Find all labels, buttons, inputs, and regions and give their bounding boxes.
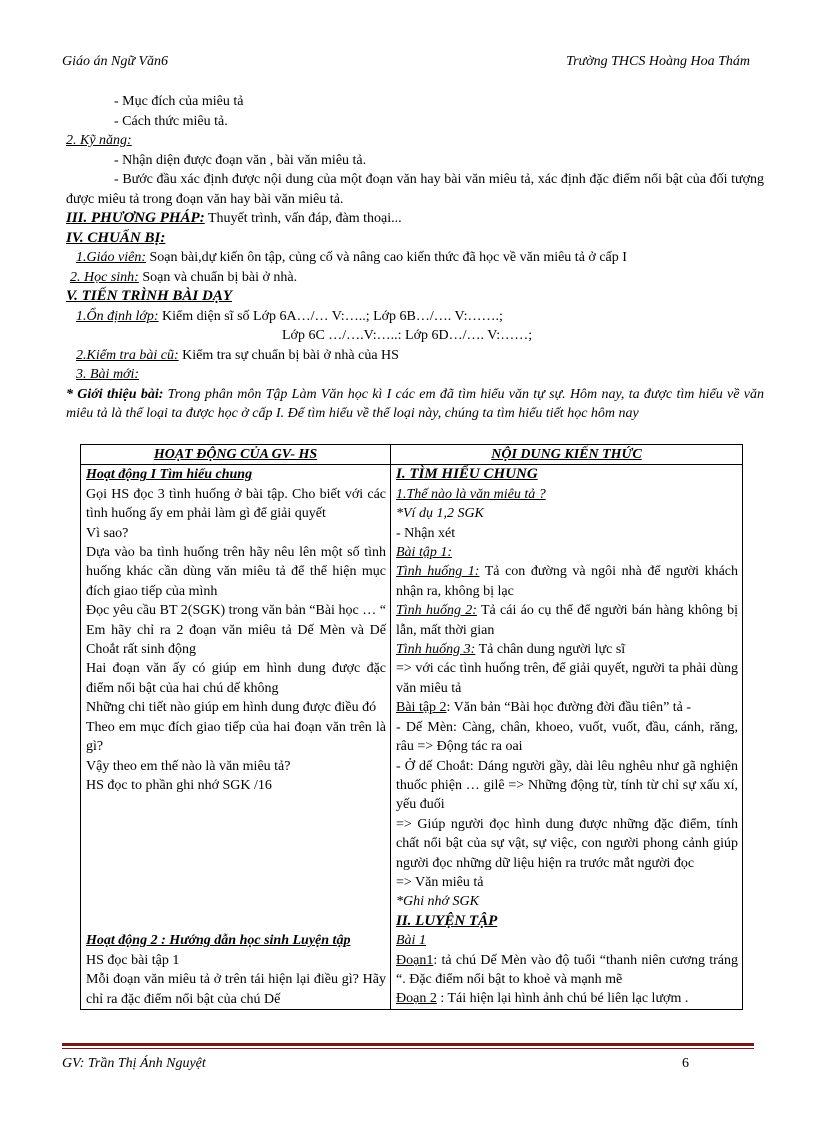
- list-item: Vì sao?: [86, 525, 129, 541]
- table-row: [81, 465, 743, 1010]
- conclusion-2: => Giúp người đọc hình dung được những đặc điểm, tính chất nổi bật của sự vật, sự việc, con người phong cảnh giúp người đọc những dữ liệu hiện ra trước mắt người đọc: [396, 816, 738, 871]
- list-item: HS đọc to phần ghi nhớ SGK /16: [86, 777, 272, 793]
- skill-2: - Bước đầu xác định được nội dung của một đoạn văn hay bài văn miêu tả, xác định đặc điểm nổi bật của đối tượng được miêu tả trong đoạn văn hay bài văn miêu tả.: [66, 172, 764, 207]
- remember-note: *Ghi nhớ SGK: [396, 894, 479, 910]
- objective-purpose: - Mục đích của miêu tả: [114, 94, 244, 109]
- de-men-description: - Dế Mèn: Càng, chân, khoeo, vuốt, vuốt, đầu, cánh, răng, râu => Động tác ra oai: [396, 719, 738, 755]
- method-line: III. PHƯƠNG PHÁP: Thuyết trình, vấn đáp, đàm thoại...: [66, 210, 402, 226]
- activity-2-title: Hoạt động 2 : Hướng dẫn học sinh Luyện tập: [86, 933, 351, 949]
- col-content-header: NỘI DUNG KIẾN THỨC: [391, 445, 743, 465]
- check-line: 2.Kiểm tra bài cũ: Kiểm tra sự chuẩn bị bài ở nhà của HS: [76, 347, 399, 363]
- document-body: [66, 92, 764, 424]
- prep-heading: IV. CHUẨN BỊ:: [66, 229, 166, 246]
- process-heading: V. TIẾN TRÌNH BÀI DẠY: [66, 288, 233, 304]
- lesson-intro: * Giới thiệu bài: Trong phân môn Tập Làm Văn học kì I các em đã tìm hiểu văn tự sự. Hôm nay, ta được tìm hiểu về văn miêu tả là thể loại ta được học ở cấp I. Để tìm hiểu về thể loại này, chúng ta tìm hiểu tiết học hôm nay: [66, 386, 764, 421]
- list-item: Gọi HS đọc 3 tình huống ở bài tập. Cho biết với các tình huống ấy em phải làm gì để giải quyết: [86, 486, 386, 522]
- activity-1-title: Hoạt động I Tìm hiểu chung: [86, 467, 253, 483]
- conclusion-3: => Văn miêu tả: [396, 874, 484, 890]
- list-item: Vậy theo em thế nào là văn miêu tả?: [86, 758, 291, 774]
- footer-author: GV: Trần Thị Ánh Nguyệt: [62, 1056, 206, 1071]
- header-right: Trường THCS Hoàng Hoa Thám: [566, 54, 750, 69]
- new-lesson-label: 3. Bài mới:: [76, 367, 140, 382]
- prep-teacher: 1.Giáo viên: Soạn bài,dự kiến ôn tập, củng cố và nâng cao kiến thức đã học về văn miêu tả ở cấp I: [76, 250, 627, 265]
- list-item: Dựa vào ba tình huống trên hãy nêu lên một số tình huống khác cần dùng văn miêu tả để thể hiện mục đích giao tiếp của mình: [86, 545, 386, 599]
- list-item: Theo em mục đích giao tiếp của hai đoạn văn trên là gì?: [86, 719, 386, 755]
- example-ref: *Ví dụ 1,2 SGK: [396, 506, 484, 522]
- objective-method: - Cách thức miêu tả.: [114, 113, 228, 129]
- observation-label: - Nhận xét: [396, 525, 456, 541]
- list-item: Những chi tiết nào giúp em hình dung được điều đó: [86, 700, 377, 716]
- list-item: Đọc yêu cầu BT 2(SGK) trong văn bản “Bài học … “ Em hãy chỉ ra 2 đoạn văn miêu tả Dế Mèn và Dế Choắt rất sinh động: [86, 603, 386, 658]
- order-line: 1.Ổn định lớp: Kiểm diện sĩ số Lớp 6A…/… V:…..; Lớp 6B…/…. V:…….;: [76, 308, 503, 324]
- prep-student: 2. Học sinh: Soạn và chuẩn bị bài ở nhà.: [70, 269, 298, 285]
- de-choat-description: - Ở dế Choắt: Dáng người gầy, dài lêu nghêu như gã nghiện thuốc phiện … gilê => Những động từ, tính từ chỉ sự xấu xí, yếu đuối: [396, 758, 738, 813]
- col-activity-header: HOẠT ĐỘNG CỦA GV- HS: [81, 445, 391, 465]
- list-item: Hai đoạn văn ấy có giúp em hình dung được đặc điểm nổi bật của hai chú dế không: [86, 661, 386, 696]
- footer-rule-thin: [62, 1048, 754, 1049]
- situation-2: Tình huống 2: Tả cái áo cụ thể để người bán hàng không bị lẫn, mất thời gian: [396, 603, 738, 638]
- list-item: Mỗi đoạn văn miêu tả ở trên tái hiện lại điều gì? Hãy chỉ ra đặc điểm nổi bật của chú Dế: [86, 972, 386, 1007]
- table-header-row: [81, 445, 743, 465]
- passage-1: Đoạn1: tả chú Dế Mèn vào độ tuổi “thanh niên cương tráng “. Đặc điểm nổi bật to khoẻ và mạnh mẽ: [396, 952, 738, 987]
- skill-1: - Nhận diện được đoạn văn , bài văn miêu tả.: [114, 152, 367, 168]
- header-left: Giáo án Ngữ Văn6: [62, 54, 169, 69]
- section-1-heading: I. TÌM HIỂU CHUNG: [396, 466, 538, 483]
- footer-rule-thick: [62, 1043, 754, 1046]
- exercise-label: Bài 1: [396, 933, 426, 949]
- page-number: 6: [682, 1056, 689, 1071]
- question-1: 1.Thế nào là văn miêu tả ?: [396, 486, 546, 502]
- activity-cell: [81, 465, 391, 1010]
- situation-3: Tình huống 3: Tả chân dung người lực sĩ: [396, 642, 626, 658]
- conclusion-1: => với các tình huống trên, để giải quyết, người ta phải dùng văn miêu tả: [396, 661, 738, 696]
- situation-1: Tình huống 1: Tả con đường và ngôi nhà để người khách nhận ra, không bị lạc: [396, 564, 738, 599]
- section-2-heading: II. LUYỆN TẬP: [396, 912, 498, 929]
- content-cell: [391, 465, 743, 1010]
- exercise-2: Bài tập 2: Văn bản “Bài học đường đời đầu tiên” tả -: [396, 700, 692, 716]
- order-line-2: Lớp 6C …/….V:…..: Lớp 6D…/…. V:……;: [282, 328, 533, 343]
- exercise-1-label: Bài tập 1:: [396, 545, 452, 561]
- list-item: HS đọc bài tập 1: [86, 952, 180, 968]
- passage-2: Đoạn 2 : Tái hiện lại hình ảnh chú bé liên lạc lượm .: [396, 991, 689, 1007]
- lesson-table: [80, 444, 743, 1010]
- skill-heading: 2. Kỹ năng:: [66, 133, 132, 148]
